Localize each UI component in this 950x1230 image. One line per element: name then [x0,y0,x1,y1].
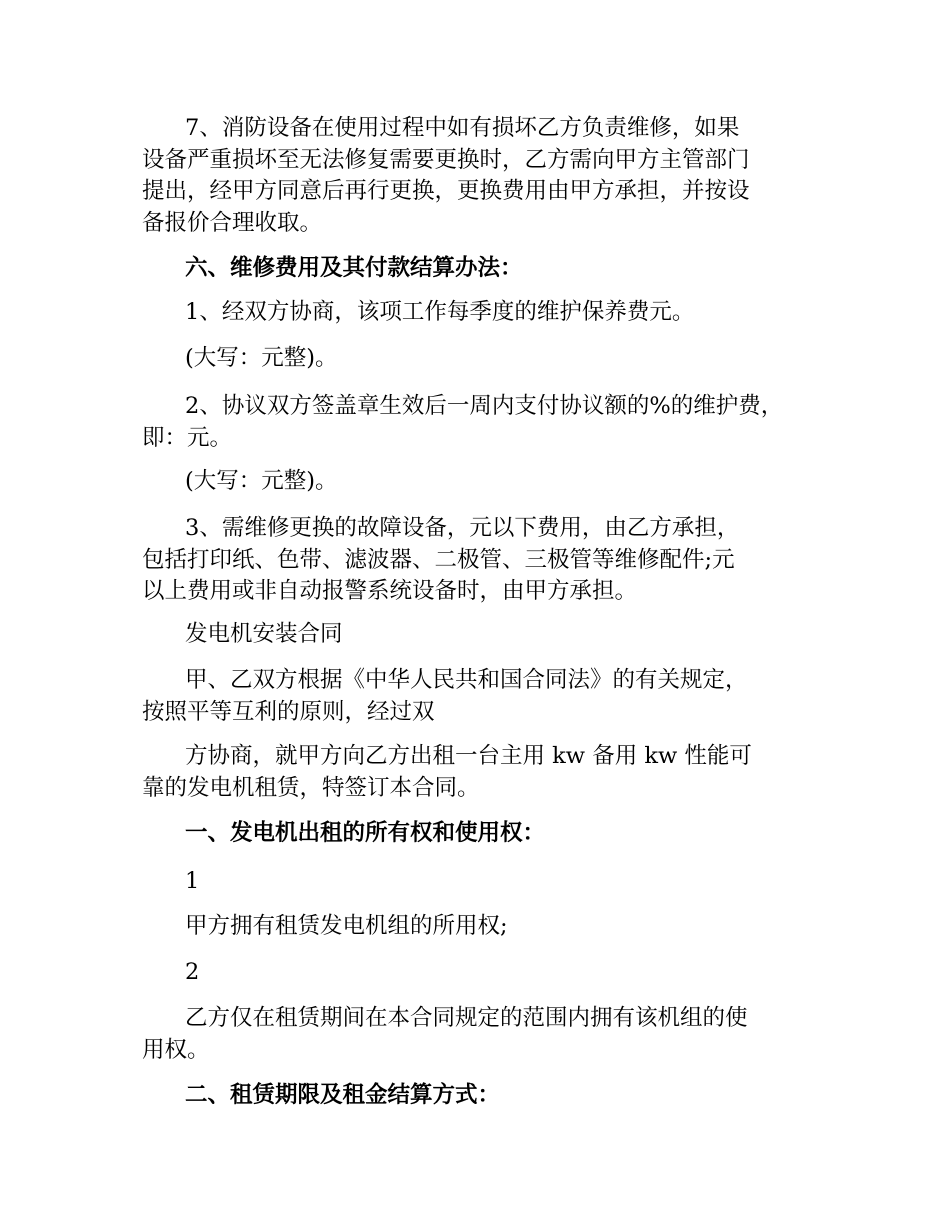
text-line: 发电机安装合同 [185,621,343,647]
paragraph-maintenance-fee [142,297,822,329]
paragraph-usage-right [142,1003,822,1066]
text-line: 甲方拥有租赁发电机组的所用权; [185,913,508,939]
heading-text: 二、租赁期限及租金结算方式： [185,1082,501,1108]
text-line: 设备严重损坏至无法修复需要更换时，乙方需向甲方主管部门 [142,146,750,173]
text-line: 用权。 [142,1036,210,1063]
text-line: 以上费用或非自动报警系统设备时，由甲方承担。 [142,578,638,604]
text-line: 即：元。 [142,424,233,451]
heading-text: 一、发电机出租的所有权和使用权： [185,820,546,846]
paragraph-capital-amount-1 [142,343,822,375]
paragraph-ownership [142,911,822,943]
text-line: 7、消防设备在使用过程中如有损坏乙方负责维修，如果 [185,115,740,141]
text-line: 包括打印纸、色带、滤波器、二极管、三极管等维修配件;元 [142,546,735,573]
section-heading-six [142,253,822,285]
paragraph-capital-amount-2 [142,466,822,498]
text-line: 2 [185,959,200,985]
text-line: 2、协议双方签盖章生效后一周内支付协议额的%的维护费， [185,393,784,419]
text-line: 1 [185,868,200,894]
text-line: 3、需维修更换的故障设备，元以下费用，由乙方承担， [185,515,740,541]
contract-title [142,619,822,651]
paragraph-contract-basis [142,665,822,728]
paragraph-fire-equipment-repair [142,113,822,239]
section-heading-one [142,818,822,850]
text-line: (大写：元整)。 [185,468,338,494]
paragraph-rental-agreement [142,741,822,804]
text-line: 靠的发电机租赁，特签订本合同。 [142,774,480,801]
text-line: 甲、乙双方根据《中华人民共和国合同法》的有关规定， [185,667,748,693]
text-line: 按照平等互利的原则，经过双 [142,698,435,725]
list-number-1 [142,866,822,898]
text-line: 备报价合理收取。 [142,209,323,236]
list-number-2 [142,957,822,989]
text-line: 1、经双方协商，该项工作每季度的维护保养费元。 [185,299,695,325]
paragraph-payment-terms [142,391,822,454]
section-heading-two [142,1080,822,1112]
text-line: 方协商，就甲方向乙方出租一台主用 kw 备用 kw 性能可 [185,743,752,769]
heading-text: 六、维修费用及其付款结算办法： [185,255,523,281]
text-line: 提出，经甲方同意后再行更换，更换费用由甲方承担，并按设 [142,178,750,204]
text-line: 乙方仅在租赁期间在本合同规定的范围内拥有该机组的使 [185,1005,748,1031]
paragraph-faulty-equipment [142,513,822,608]
text-line: (大写：元整)。 [185,345,338,371]
